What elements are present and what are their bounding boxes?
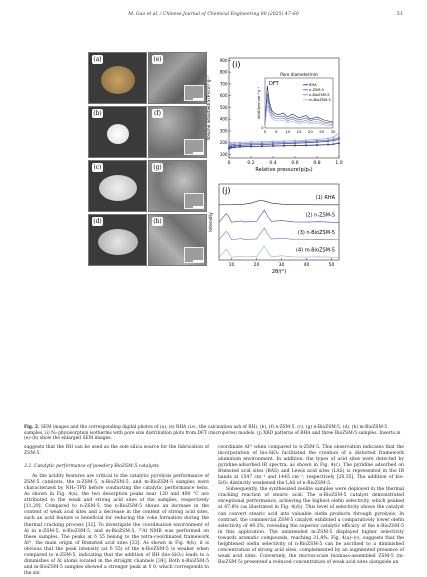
panel-label-f: (f) [152,109,163,118]
x-tick-label-j: 10 [228,263,235,268]
panel-label-b: (b) [93,110,102,117]
left-paragraph-1: As the acidity features are critical to the catalytic pyrolysis performance of ZSM-5 catalysts, the n-ZSM-5, n-BioZSM-5, and m-BioZSM-5 samples were characterized by NH₃-TPD before conducting the catalytic performance tests. As shown in Fig. 4(a), the two desorption peaks near 120 and 400 °C are attributed to the weak and strong acid sites of the samples, respectively [11,29]. Compared to n-ZSM-5, the n-BioZSM-5 shows an increase in the content of weak acid sites and a decrease in the content of strong acid sites, such an acid feature is beneficial for reducing the coke formation during the thermal cracking process [32]. To investigate the coordination environment of Al in n-ZSM-5, n-BioZSM-5, and m-BioZSM-5, ²⁷Al NMR was performed on these samples. The peaks at δ 55 belong to the tetra-coordinated framework Alᴵᵛ, the main origin of Brønsted acid sites [33]. As shown in Fig. 4(b), it is obvious that the peak intensity (at δ 55) of the n-BioZSM-5 is weaker when compared to n-ZSM-5, indicating that the addition of RH (bio-SiO₂) leads to a diminishes of Al atoms located in the straight channels [34]. Both n-BioZSM-5 and m-BioZSM-5 samples showed a stronger peak at δ 0, which corresponds to the six- [24,474,209,576]
x-tick-label-i: 0.4 [269,161,277,166]
y-tick-label-i: 400 [219,116,228,122]
sem-panel-f [148,106,207,158]
scale-bar-g [193,206,203,208]
xrd-pattern-line-0 [219,200,339,204]
y-tick-label-i: 300 [219,128,228,134]
page-number: 51 [396,11,403,17]
xrd-series-label-3: (4) m-BioZSM-5 [296,247,335,254]
x-tick-label-i: 0 [227,161,231,166]
figure-caption [24,425,404,442]
scale-bar-e [193,98,203,100]
scale-bar-f [193,152,203,154]
sample-pile-rh [101,66,135,94]
x-tick-label-i: 0.8 [313,161,321,166]
photo-panel-b [88,106,147,158]
isotherm-svg [205,50,345,180]
y-tick-label-i: 900 [219,57,228,63]
right-column [218,445,404,566]
panel-label-a: (a) [93,56,102,63]
xrd-svg [205,180,345,280]
left-column [24,445,209,577]
xrd-series-label-0: (1) RHA [315,194,335,201]
panel-label-e: (e) [153,56,162,63]
photo-panel-c [88,160,147,212]
y-tick-label-i: 500 [219,104,228,110]
sem-panel-h [148,214,207,266]
y-axis-label-i: Volume adsorbed(STP)/cm³·g⁻¹ [206,75,211,141]
chart-isotherms [205,50,345,180]
inset-x-axis-label: Pore diameter/nm [280,72,318,77]
inset-legend-label-0: RHA [309,83,317,87]
panel-label-h: (h) [153,218,162,225]
right-paragraph-0: coordinate Alᵛᴵ when compared to n-ZSM-5. This observation indicates that the incorporation of bio-SiO₂ facilitated the creation of a distorted framework aluminum environment. In addition, the types of acid sites were detected by pyridine-adsorbed IR spectra, as shown in Fig. 4(c). The pyridine adsorbed on Brønsted acid sites (BAS) and Lewis acid sites (LAS) is represented in the IR bands at 1547 cm⁻¹ and 1445 cm⁻¹, respectively [20,35]. The addition of bio-SiO₂ distinctly weakened the LAS of n-BioZSM-5. [218,445,404,487]
left-paragraph-0: suggests that the RH can be used as the sole silica source for the fabrication of ZSM-5. [24,445,209,457]
y-tick-label-i: 200 [219,140,228,146]
inset-y-tick-label: 0 [261,125,264,131]
y-tick-label-i: 100 [219,151,228,157]
right-paragraph-1: Subsequently, the synthesized zeolite samples were deployed in the thermal cracking reaction of stearic acid. The n-BioZSM-5 catalyst demonstrated exceptional performance, achieving the highest olefin selectivity, which peaked at 87.8% (as illustrated in Fig. 4(d)). This level of selectivity shows the catalyst can convert stearic acid into valuable olefin products through pyrolysis. In contrast, the commercial ZSM-5 catalyst exhibited a comparatively lower olefin selectivity of 49.2%, revealing the superior catalytic efficacy of the n-BioZSM-5 in this application. The unintended m-ZSM-5 displayed higher selectivity towards aromatic compounds, reaching 31.8%. Fig. 4(a)–(c), suggests that the heightened olefin selectivity of n-BioZSM-5 can be ascribed to a diminished concentration of strong acid sites, complemented by an augmented presence of weak acid sites. Conversely, the micron-scale biomass-assembled ZSM-5 (m-BioZSM-5) presented a reduced concentration of weak acid sites alongside an [218,487,404,565]
y-tick-label-i: 700 [219,81,228,87]
inset-x-tick-label: 15 [296,129,302,134]
sem-panel-g [148,160,207,212]
x-tick-label-j: 50 [328,263,335,268]
inset-x-tick-label: 30 [330,129,336,134]
sample-pile-mbiozsm5 [98,229,138,255]
panel-label-g: (g) [153,164,162,171]
xrd-series-label-2: (3) n-BioZSM-5 [297,229,335,236]
inset-legend-label-1: n-ZSM-5 [309,88,325,92]
x-axis-label-i: Relative pressure(p/p₀) [255,167,313,173]
inset-title: DFT [269,81,279,87]
x-tick-label-i: 0.6 [291,161,299,166]
inset-legend-label-3: m-BioZSM-5 [309,98,331,102]
x-tick-label-i: 1.0 [335,161,343,166]
chart-xrd [205,180,345,280]
running-title: M. Guo et al. / Chinese Journal of Chemical Engineering 80 (2025) 47–60 [128,12,299,17]
inset-x-tick-label: 10 [285,129,291,134]
inset-x-tick-label: 0 [263,129,267,134]
photo-panel-a [88,52,147,104]
running-header [0,10,427,24]
panel-label-d: (d) [93,218,102,225]
inset-legend-label-2: n-BioZSM-5 [309,93,330,97]
x-tick-label-j: 20 [253,263,260,268]
isotherm-line-0 [229,143,339,148]
inset-x-tick-label: 5 [275,129,278,134]
sem-panel-e [148,52,207,104]
y-tick-label-i: 800 [219,69,228,75]
inset-y-axis-label: dV/dD/cm³·nm⁻¹·g⁻¹ [257,86,261,120]
y-axis-label-j: Intensity [209,212,214,232]
inset-x-tick-label: 25 [319,129,325,134]
panel-label-i: (i) [232,60,241,69]
x-tick-label-j: 30 [278,263,285,268]
y-tick-label-i: 600 [219,93,228,99]
x-tick-label-i: 0.2 [247,161,255,166]
sample-pile-nzsm5 [107,124,129,144]
panel-label-j: (j) [222,186,231,195]
x-tick-label-j: 40 [303,263,310,268]
inset-x-tick-label: 20 [307,129,313,134]
photo-panel-d [88,214,147,266]
caption-text: SEM images and the corresponding digital photos of (a), (e) RHA (i.e., the calcination ash of RH), (b), (f) n-ZSM-5, (c), (g) n-BioZSM-5, (d), (h) m-BioZSM-5 samples. (i) N₂ physisorption isotherms with pore size distribution plots from DFT (micropores) models, (j) XRD patterns of RHA and three BioZSM-5 samples. Inserts in (e)–(h) show the enlarged SEM images. [24,425,401,442]
sample-pile-nbiozsm5 [99,175,137,201]
scale-bar-h [193,260,203,262]
caption-label: Fig. 2. [24,425,40,430]
section-heading: 3.2. Catalytic performance of powdery BioZSM-5 catalysts [24,464,159,470]
x-axis-label-j: 2θ/(°) [271,269,287,275]
xrd-series-label-1: (2) n-ZSM-5 [305,212,335,219]
panel-label-c: (c) [93,164,102,171]
